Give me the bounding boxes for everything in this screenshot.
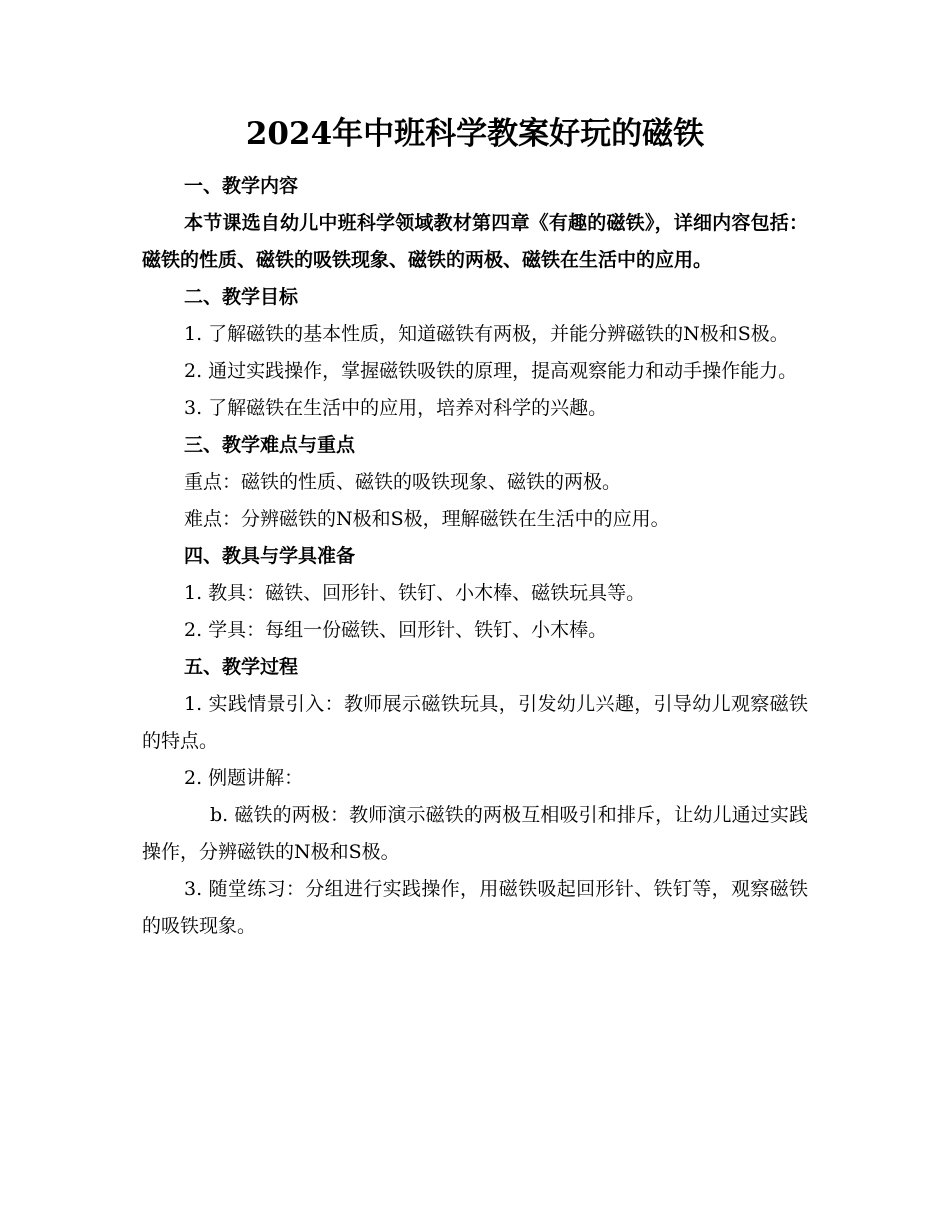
document-title: 2024年中班科学教案好玩的磁铁 [245,116,705,152]
materials-item-2: 2. 学具：每组一份磁铁、回形针、铁钉、小木棒。 [184,619,608,641]
process-item-1: 1. 实践情景引入：教师展示磁铁玩具，引发幼儿兴趣，引导幼儿观察磁铁的特点。 [142,693,808,752]
document-page [142,0,808,1230]
process-item-3: 3. 随堂练习：分组进行实践操作，用磁铁吸起回形针、铁钉等，观察磁铁的吸铁现象。 [142,878,808,937]
process-subitem-b: b. 磁铁的两极：教师演示磁铁的两极互相吸引和排斥，让幼儿通过实践操作，分辨磁铁的N极和S极。 [142,804,808,863]
document-body [142,168,808,945]
section-heading-key-points: 三、教学难点与重点 [184,434,356,456]
process-item-2: 2. 例题讲解： [184,767,304,789]
objective-item-2: 2. 通过实践操作，掌握磁铁吸铁的原理，提高观察能力和动手操作能力。 [184,360,798,382]
content-paragraph: 本节课选自幼儿中班科学领域教材第四章《有趣的磁铁》，详细内容包括：磁铁的性质、磁铁的吸铁现象、磁铁的两极、磁铁在生活中的应用。 [142,212,808,271]
section-heading-materials: 四、教具与学具准备 [184,545,356,567]
objective-item-3: 3. 了解磁铁在生活中的应用，培养对科学的兴趣。 [184,397,608,419]
section-heading-process: 五、教学过程 [184,656,299,678]
section-heading-content: 一、教学内容 [184,175,299,197]
key-point-item: 重点：磁铁的性质、磁铁的吸铁现象、磁铁的两极。 [184,471,622,493]
materials-item-1: 1. 教具：磁铁、回形针、铁钉、小木棒、磁铁玩具等。 [184,582,646,604]
objective-item-1: 1. 了解磁铁的基本性质，知道磁铁有两极，并能分辨磁铁的N极和S极。 [184,323,789,345]
section-heading-objectives: 二、教学目标 [184,286,299,308]
difficult-point-item: 难点：分辨磁铁的N极和S极，理解磁铁在生活中的应用。 [184,508,670,530]
